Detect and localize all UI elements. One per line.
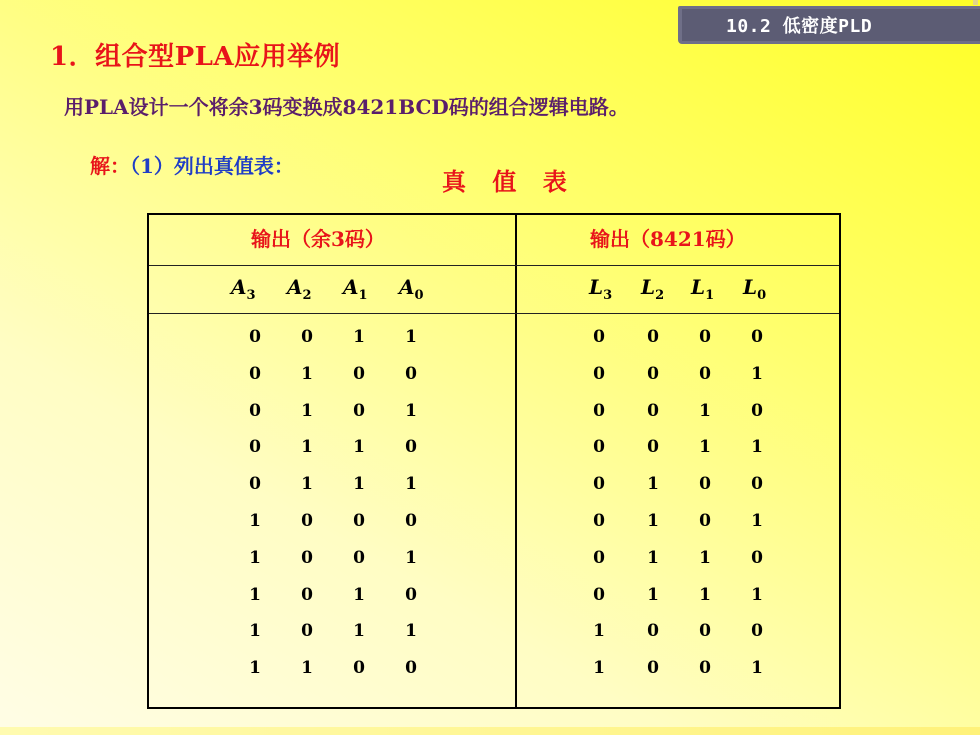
truth-table: [147, 213, 841, 709]
solution-label: 解：: [90, 154, 130, 178]
input-bit-cell: 0: [405, 363, 417, 384]
input-bit-cell: 0: [301, 327, 313, 347]
output-bit-cell: 0: [699, 658, 711, 679]
input-bit-cell: 0: [301, 584, 313, 605]
output-bit-cell: 0: [751, 621, 763, 642]
header-row-divider: [149, 265, 839, 266]
output-bit-cell: 1: [699, 584, 711, 605]
output-bit-cell: 0: [593, 437, 605, 458]
input-bit-cell: 0: [353, 547, 365, 568]
output-bit-cell: 0: [699, 363, 711, 384]
output-bit-cell: 1: [647, 474, 659, 495]
input-bit-cell: 1: [249, 511, 261, 531]
output-bit-cell: 0: [593, 327, 605, 347]
input-bit-cell: 0: [249, 437, 261, 458]
input-bit-cell: 0: [301, 511, 313, 531]
input-bit-cell: 1: [405, 621, 417, 642]
input-bit-cell: 1: [249, 658, 261, 679]
output-bit-cell: 1: [751, 511, 763, 531]
solution-line: [90, 150, 294, 179]
output-bit-cell: 1: [593, 621, 605, 642]
input-bit-cell: 0: [405, 437, 417, 458]
input-bit-cell: 1: [353, 621, 365, 642]
variable-row-divider: [149, 313, 839, 314]
var-l3: $L_3$: [589, 275, 613, 303]
output-bit-cell: 1: [699, 400, 711, 421]
output-bit-cell: 1: [699, 547, 711, 568]
var-l2: $L_2$: [641, 275, 665, 303]
table-caption: 真 值 表: [442, 167, 567, 196]
output-bit-cell: 0: [593, 400, 605, 421]
task-statement: 用PLA设计一个将余3码变换成8421BCD码的组合逻辑电路。: [64, 95, 629, 119]
input-bit-cell: 1: [301, 400, 313, 421]
input-bit-cell: 1: [249, 621, 261, 642]
var-a2: $A_2$: [287, 275, 312, 303]
input-bit-cell: 0: [353, 658, 365, 679]
input-bit-cell: 0: [353, 363, 365, 384]
section-label: 10.2 低密度PLD: [682, 9, 980, 41]
input-bit-cell: 1: [405, 474, 417, 495]
input-bit-cell: 1: [249, 547, 261, 568]
output-bit-cell: 0: [647, 437, 659, 458]
output-bit-cell: 0: [647, 327, 659, 347]
input-bit-cell: 1: [353, 327, 365, 347]
output-bit-cell: 0: [593, 547, 605, 568]
input-bit-cell: 1: [353, 584, 365, 605]
input-bit-cell: 1: [405, 327, 417, 347]
input-bit-cell: 1: [405, 547, 417, 568]
output-bit-cell: 0: [699, 621, 711, 642]
input-bit-cell: 0: [301, 621, 313, 642]
input-bit-cell: 0: [249, 363, 261, 384]
output-bit-cell: 0: [593, 584, 605, 605]
input-bit-cell: 0: [353, 400, 365, 421]
output-bit-cell: 0: [647, 621, 659, 642]
output-bit-cell: 1: [699, 437, 711, 458]
output-bit-cell: 0: [593, 363, 605, 384]
output-bit-cell: 0: [593, 474, 605, 495]
input-bit-cell: 1: [301, 437, 313, 458]
section-header-tab: [678, 6, 980, 44]
output-bit-cell: 0: [699, 327, 711, 347]
input-bit-cell: 0: [405, 584, 417, 605]
var-a0: $A_0$: [399, 275, 424, 303]
corner-decoration: [973, 0, 978, 5]
output-bit-cell: 0: [751, 474, 763, 495]
output-bit-cell: 1: [647, 547, 659, 568]
input-bit-cell: 1: [301, 363, 313, 384]
output-bit-cell: 0: [751, 547, 763, 568]
output-bit-cell: 0: [593, 511, 605, 531]
output-bit-cell: 1: [647, 584, 659, 605]
output-bit-cell: 0: [699, 474, 711, 495]
var-a1: $A_1$: [343, 275, 368, 303]
input-bit-cell: 1: [249, 584, 261, 605]
input-group-header: 输出（余3码）: [251, 227, 385, 251]
output-bit-cell: 0: [751, 400, 763, 421]
output-bit-cell: 1: [751, 437, 763, 458]
solution-step: （1）列出真值表：: [130, 154, 294, 178]
input-bit-cell: 1: [353, 437, 365, 458]
input-bit-cell: 0: [301, 547, 313, 568]
output-group-header: 输出（8421码）: [590, 227, 746, 251]
output-bit-cell: 1: [593, 658, 605, 679]
output-bit-cell: 1: [751, 584, 763, 605]
input-bit-cell: 0: [353, 511, 365, 531]
output-bit-cell: 1: [751, 363, 763, 384]
input-bit-cell: 0: [405, 658, 417, 679]
input-bit-cell: 0: [249, 474, 261, 495]
var-l1: $L_1$: [691, 275, 715, 303]
input-bit-cell: 1: [301, 658, 313, 679]
input-bit-cell: 0: [249, 400, 261, 421]
var-a3: $A_3$: [231, 275, 256, 303]
var-l0: $L_0$: [743, 275, 767, 303]
output-bit-cell: 0: [647, 363, 659, 384]
input-bit-cell: 0: [249, 327, 261, 347]
output-bit-cell: 1: [751, 658, 763, 679]
output-bit-cell: 1: [647, 511, 659, 531]
output-bit-cell: 0: [647, 400, 659, 421]
output-bit-cell: 0: [647, 658, 659, 679]
input-bit-cell: 1: [301, 474, 313, 495]
bottom-decoration-bar: [0, 727, 980, 735]
input-bit-cell: 1: [353, 474, 365, 495]
input-bit-cell: 1: [405, 400, 417, 421]
output-bit-cell: 0: [699, 511, 711, 531]
column-divider: [515, 215, 517, 707]
output-bit-cell: 0: [751, 327, 763, 347]
input-bit-cell: 0: [405, 511, 417, 531]
slide-title: 1．组合型PLA应用举例: [50, 42, 341, 72]
